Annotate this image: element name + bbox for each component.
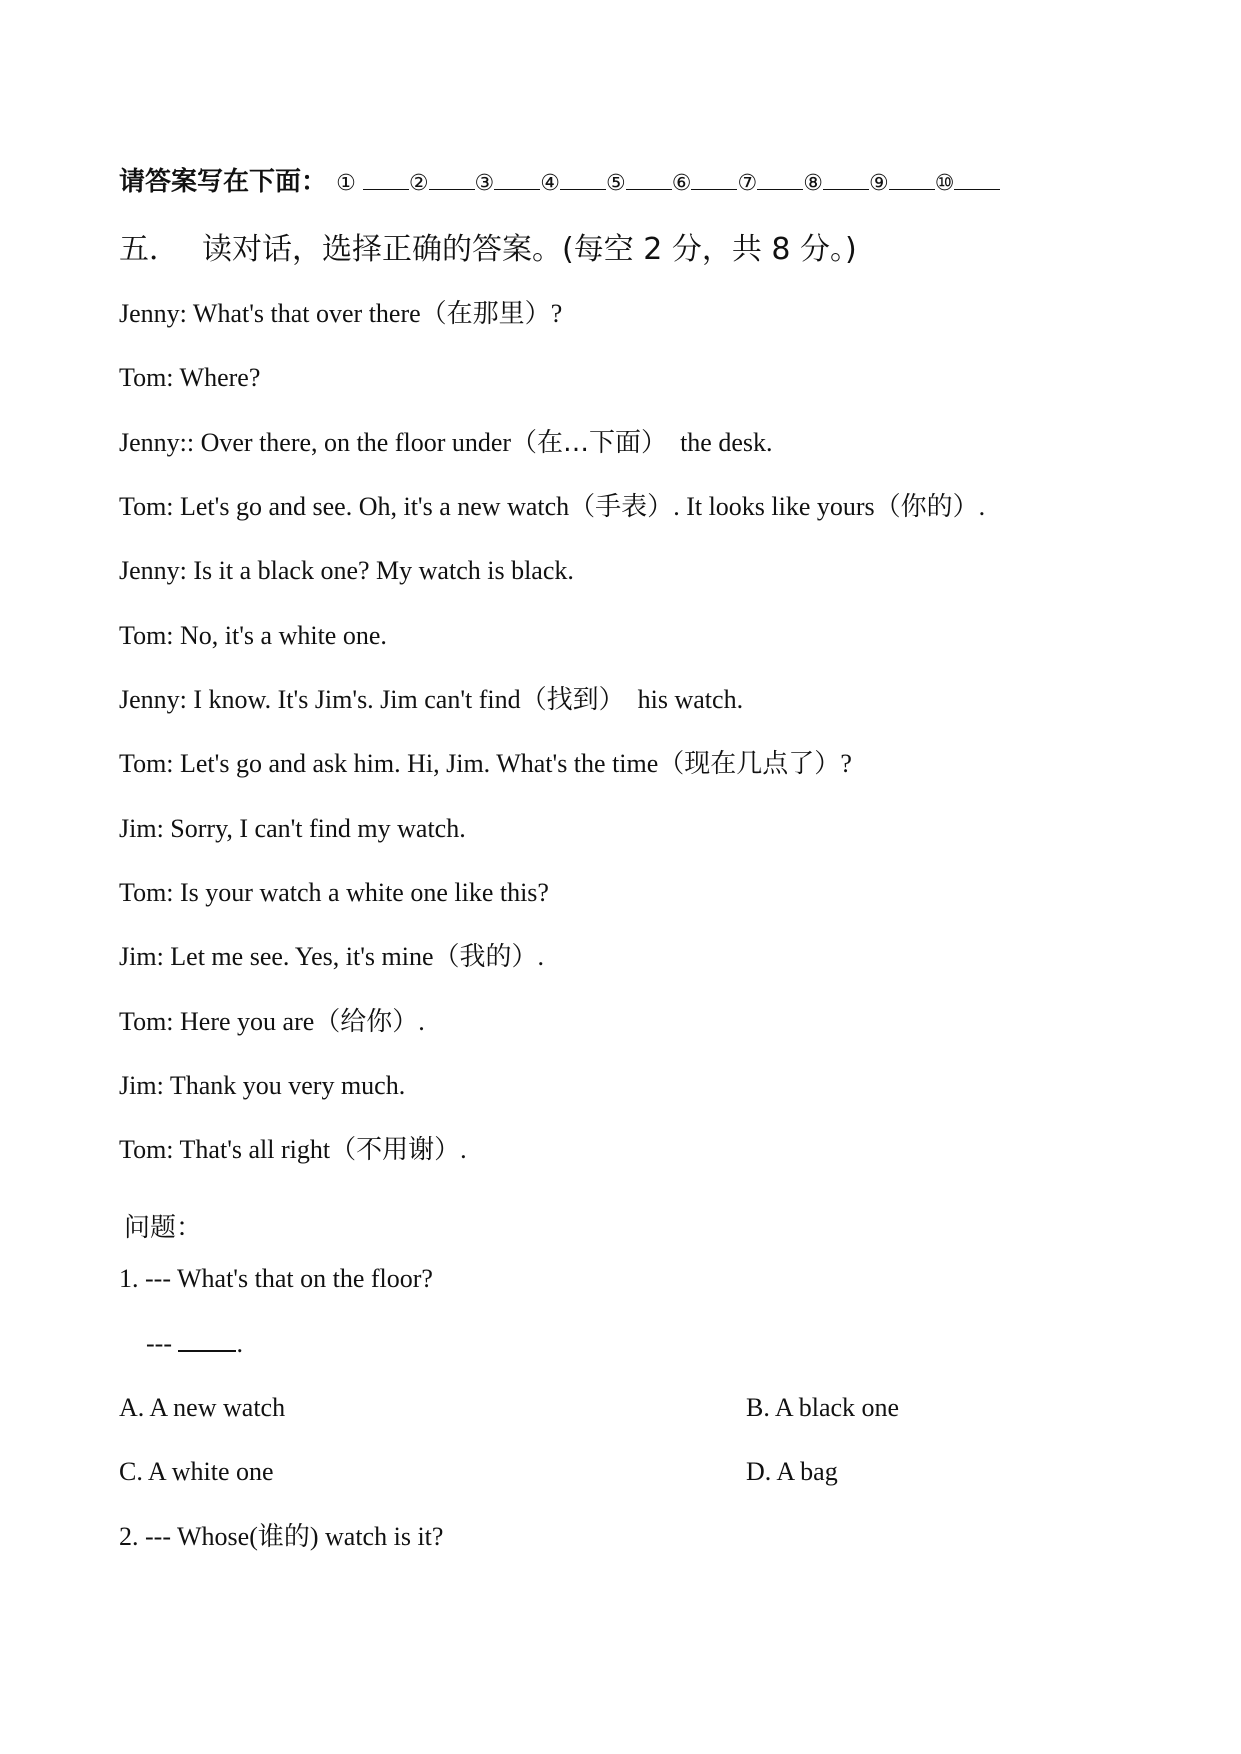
dialogue-line: Jenny: I know. It's Jim's. Jim can't find（找到） his watch. xyxy=(119,685,744,715)
question-1: 1. --- What's that on the floor? xyxy=(119,1264,433,1293)
answer-slot[interactable]: ② xyxy=(409,167,475,200)
dialogue-line: Jenny: Is it a black one? My watch is black. xyxy=(119,556,574,585)
question-2: 2. --- Whose(谁的) watch is it? xyxy=(119,1522,444,1551)
answer-row-label: 请答案写在下面： xyxy=(119,167,328,197)
answer-slot[interactable]: ④ xyxy=(540,167,606,200)
answer-slot[interactable]: ⑦ xyxy=(737,167,803,200)
answer-slot[interactable]: ⑧ xyxy=(803,167,869,200)
dialogue-line: Tom: That's all right（不用谢）. xyxy=(119,1135,467,1165)
dialogue-line: Tom: Is your watch a white one like this? xyxy=(119,878,549,907)
answer-slot[interactable]: ⑨ xyxy=(869,167,935,200)
answer-blank[interactable] xyxy=(178,1330,236,1352)
section-heading xyxy=(119,232,857,268)
answer-row xyxy=(119,166,1000,200)
dialogue-line: Tom: No, it's a white one. xyxy=(119,621,387,650)
dialogue-line: Jenny:: Over there, on the floor under（在…下面） the desk. xyxy=(119,428,773,458)
dialogue-line: Tom: Let's go and see. Oh, it's a new watch（手表）. It looks like yours（你的）. xyxy=(119,492,986,522)
questions-label: 问题： xyxy=(124,1213,203,1243)
answer-slot[interactable]: ③ xyxy=(475,167,541,200)
dialogue-line: Tom: Where? xyxy=(119,363,261,392)
answer-slot[interactable]: ⑩ xyxy=(935,167,1001,200)
section-title: 读对话，选择正确的答案。(每空 2 分，共 8 分。) xyxy=(202,232,857,267)
dialogue-line: Jim: Sorry, I can't find my watch. xyxy=(119,814,466,843)
answer-slot[interactable]: ⑥ xyxy=(672,167,738,200)
option-c[interactable]: C. A white one xyxy=(119,1457,274,1486)
answer-slot[interactable]: ⑤ xyxy=(606,167,672,200)
dialogue-line: Jenny: What's that over there（在那里）? xyxy=(119,299,563,329)
dialogue-line: Jim: Thank you very much. xyxy=(119,1071,406,1100)
answer-slots xyxy=(336,171,1000,196)
dialogue-line: Jim: Let me see. Yes, it's mine（我的）. xyxy=(119,942,545,972)
dialogue-line: Tom: Let's go and ask him. Hi, Jim. What's the time（现在几点了）? xyxy=(119,749,852,779)
question-1-answer-line: --- . xyxy=(146,1329,243,1358)
section-number: 五． xyxy=(119,232,179,267)
dialogue-line: Tom: Here you are（给你）. xyxy=(119,1007,425,1037)
option-a[interactable]: A. A new watch xyxy=(119,1393,286,1422)
option-b[interactable]: B. A black one xyxy=(746,1393,900,1422)
option-d[interactable]: D. A bag xyxy=(746,1457,838,1486)
answer-slot[interactable]: ① xyxy=(336,167,409,200)
